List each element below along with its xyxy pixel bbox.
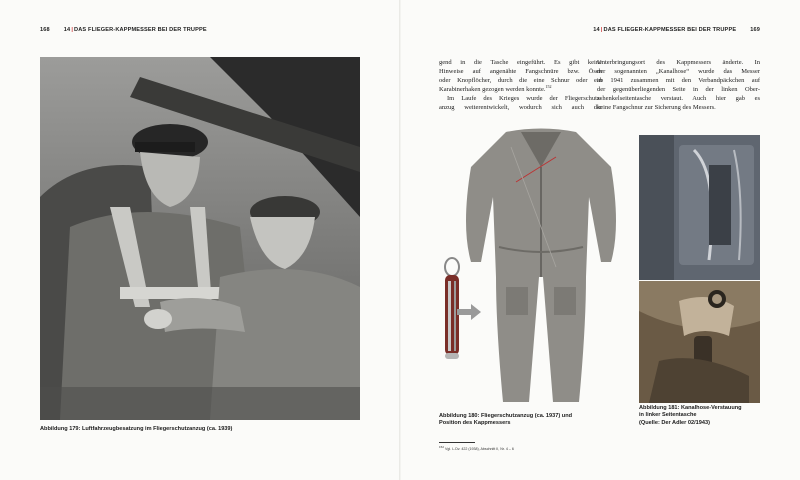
chapter-title-right: DAS FLIEGER-KAPPMESSER BEI DER TRUPPE: [603, 27, 737, 33]
footnote-rule: [439, 442, 475, 443]
hand-pocket-photo: [639, 281, 760, 403]
pocket-photo: [639, 135, 760, 280]
chapter-title-left: DAS FLIEGER-KAPPMESSER BEI DER TRUPPE: [74, 27, 207, 33]
text-line: anzug weiterentwickelt, wodurch sich auch der: [439, 104, 602, 111]
running-header-right: [593, 27, 760, 33]
chapter-number-right: 14: [593, 27, 600, 33]
chapter-number-left: 14: [63, 27, 71, 33]
footnote-number: 152: [439, 445, 445, 449]
text-line: oder Knopflöcher, durch die eine Schnur oder ein: [439, 77, 602, 84]
caption-179-text: Abbildung 179: Luftfahrzeugbesatzung im Fliegerschutzanzug (ca. 1939): [40, 426, 233, 432]
footnote: [439, 447, 514, 451]
running-header-left: [40, 27, 207, 33]
gutter: [399, 0, 401, 480]
flight-suit-image: [461, 127, 621, 410]
caption-180-line2: Position des Kappmessers: [439, 420, 511, 427]
caption-179: [40, 426, 232, 433]
text-line: ab 1941 zusammen mit den Verbandpäckchen auf: [597, 77, 760, 84]
caption-181-line2: in linker Seitentasche: [639, 412, 697, 419]
text-line: Unterbringungsort des Kappmessers änderte. In: [597, 59, 760, 66]
caption-181-line1: Abbildung 181: Kanalhose-Verstauung: [639, 405, 742, 411]
separator: |: [600, 27, 603, 33]
page-number-left: 168: [40, 27, 50, 33]
text-line: gend in die Tasche eingeführt. Es gibt keine: [439, 59, 602, 66]
text-line: der gegenüberliegenden Seite in der linken Ober-: [597, 86, 760, 93]
text-line: Karabinerhaken gezogen werden konnte.: [439, 86, 546, 93]
body-column-1: [439, 58, 602, 112]
footnote-ref: 152: [545, 85, 552, 89]
text-line: der sogenannten „Kanalhose“ wurde das Messer: [597, 68, 760, 75]
separator: |: [71, 27, 74, 33]
caption-181: [639, 405, 742, 427]
caption-180: [439, 413, 572, 428]
caption-180-line1: Abbildung 180: Fliegerschutzanzug (ca. 1937) und: [439, 413, 573, 419]
text-line: keine Fangschnur zur Sicherung des Messers.: [597, 104, 716, 111]
text-line: Im Laufe des Krieges wurde der Fliegerschutz-: [447, 95, 602, 102]
text-line: schenkelseitentasche verstaut. Auch hier gab es: [597, 95, 760, 102]
caption-181-line3: (Quelle: Der Adler 02/1943): [639, 419, 710, 426]
text-line: Hinweise auf angenähte Fangschnüre bzw. Ösen: [439, 68, 602, 75]
page-number-right: 169: [750, 27, 760, 33]
footnote-text: Vgl. L.Dv. 422 (1938), Abschnitt II, Nr. 4 – 6: [445, 447, 514, 451]
text-line-with-ref: [439, 85, 602, 94]
body-column-2: [597, 58, 760, 112]
photo-aircrew: [40, 57, 360, 420]
